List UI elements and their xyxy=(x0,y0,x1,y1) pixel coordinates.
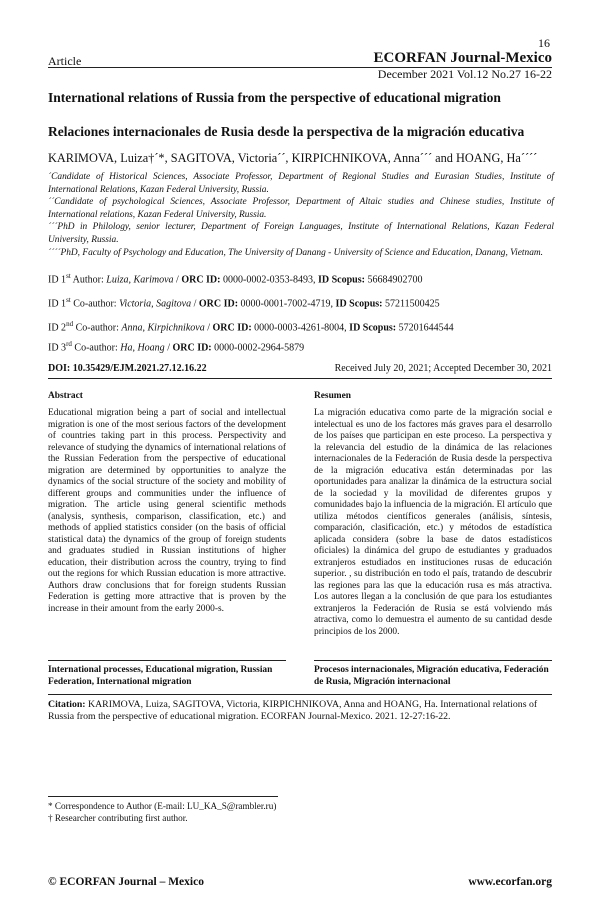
orc-label: ORC ID: xyxy=(198,298,239,310)
section-label: Article xyxy=(48,54,82,68)
id-ordinal: rd xyxy=(66,340,72,348)
orc-label: ORC ID: xyxy=(181,274,221,286)
author-list: KARIMOVA, Luiza†´*, SAGITOVA, Victoria´´, KIRPICHNIKOVA, Anna´´´ and HOANG, Ha´´´´ xyxy=(48,151,538,165)
id-name: Anna, Kirpichnikova xyxy=(121,322,205,334)
orc-id: 0000-0002-0353-8493, xyxy=(220,274,318,286)
scopus-id: 57211500425 xyxy=(382,298,440,310)
received-dates: Received July 20, 2021; Accepted December 30, 2021 xyxy=(334,363,552,374)
footer-copyright: © ECORFAN Journal – Mexico xyxy=(48,876,204,888)
affiliation-4: ´´´´PhD, Faculty of Psychology and Education, The University of Danang - University of Science and Education, Danang, Vietnam. xyxy=(48,247,544,258)
doi: DOI: 10.35429/EJM.2021.27.12.16.22 xyxy=(48,363,207,374)
id-prefix: ID 3 xyxy=(48,342,67,354)
id-role: Author: xyxy=(70,274,107,286)
citation-rule xyxy=(48,694,552,695)
id-role: Co-author: xyxy=(70,298,120,310)
id-name: Ha, Hoang xyxy=(120,342,165,354)
orc-id: 0000-0003-4261-8004, xyxy=(251,322,350,334)
id-ordinal: st xyxy=(66,296,71,304)
id-role: Co-author: xyxy=(71,342,121,354)
id-ordinal: nd xyxy=(66,320,74,328)
abstract-keywords: International processes, Educational migration, Russian Federation, International migration xyxy=(48,665,273,687)
id-line: ID 1st Co-author: Victoria, Sagitova / ORC ID: 0000-0001-7002-4719, ID Scopus: 57211500425 xyxy=(48,296,440,310)
resumen-keywords: Procesos internacionales, Migración educativa, Federación de Rusia, Migración internacional xyxy=(314,665,549,687)
id-prefix: ID 2 xyxy=(48,322,67,334)
title-spanish: Relaciones internacionales de Rusia desde la perspectiva de la migración educativa xyxy=(48,124,525,139)
id-line: ID 1st Author: Luiza, Karimova / ORC ID: 0000-0002-0353-8493, ID Scopus: 56684902700 xyxy=(48,272,423,286)
title-english: International relations of Russia from the perspective of educational migration xyxy=(48,90,501,105)
affiliation-1: ´Candidate of Historical Sciences, Associate Professor, Department of Regional Studies and Eurasian Studies, Institute of International Relations, Kazan Federal University, Russia. xyxy=(48,172,554,195)
footnotes xyxy=(48,800,448,824)
footnote-correspondence: * Correspondence to Author (E-mail: LU_KA_S@rambler.ru) xyxy=(48,801,277,811)
keywords-rule-right xyxy=(314,660,552,661)
issue-info: December 2021 Vol.12 No.27 16-22 xyxy=(377,67,552,81)
affiliation-2: ´´Candidate of psychological Sciences, Associate Professor, Department of Altaic studies and Chinese studies, Institute of International relations, Kazan Federal University, Russia. xyxy=(48,197,554,220)
orc-id: 0000-0002-2964-5879 xyxy=(211,342,305,354)
orc-label: ORC ID: xyxy=(212,322,252,334)
citation-text: KARIMOVA, Luiza, SAGITOVA, Victoria, KIRPICHNIKOVA, Anna and HOANG, Ha. International relations of Russia from the perspective of educational migration. ECORFAN Journal-Mexico. 2021. 12-27:16-22. xyxy=(48,699,538,722)
footnote-rule xyxy=(48,796,278,797)
resumen-heading: Resumen xyxy=(314,391,351,401)
footer-website[interactable]: www.ecorfan.org xyxy=(468,876,552,888)
resumen-text: La migración educativa como parte de la migración social e intelectual es uno de los factores más graves para el desarrollo de los países que participan en este proceso. La perspectiva y la relevancia del estudio de la dinámica de las relaciones internacionales de la Federación de Rusia desde la perspectiva de la migración educativa están determinadas por las oportunidades para analizar la dinámica de la estructura social de la sociedad y la movilidad de diferentes grupos y comunidades bajo la influencia de la migración. El artículo que utiliza métodos científicos generales (análisis, síntesis, comparación, clasificación, etc.) y métodos de estadística aplicada considera (sobre la base de datos estadísticos oficiales) la dinámica del grupo de estudiantes y graduados extranjeros estudiados en instituciones rusas de educación superior. , su distribución en todo el país, tratando de descubrir las regiones para las que la educación rusa es más atractiva. Los autores llegan a la conclusión de que para los estudiantes extranjeros la Federación de Rusia se está volviendo más atractiva, como lo demuestra el aumento de su cantidad desde principios de los 2000. xyxy=(314,408,552,637)
scopus-label: ID Scopus: xyxy=(335,298,383,310)
orc-label: ORC ID: xyxy=(172,342,212,354)
id-line: ID 2nd Co-author: Anna, Kirpichnikova / ORC ID: 0000-0003-4261-8004, ID Scopus: 57201644544 xyxy=(48,320,454,334)
doi-rule xyxy=(48,378,552,379)
scopus-id: 56684902700 xyxy=(364,274,423,286)
footnote-researcher: † Researcher contributing first author. xyxy=(48,813,188,823)
abstract-text: Educational migration being a part of social and intellectual migration is one of the most serious factors of the development of countries taking part in this process. Perspectivity and relevance of studying the dynamics of international relations of the Russian Federation from the perspective of educational migration are determined by opportunities to analyze the dynamics of the social structure of the society and mobility of different groups and communities under the influence of migration. The article using general scientific methods (analysis, synthesis, comparison, classification, etc.) and methods of applied statistics consider (on the basis of official statistical data) the dynamics of the group of foreign students and graduates studied in Russian institutions of higher education, their distribution across the country, trying to find out the regions for which Russian education is more attractive. Authors draw conclusions that for foreign students Russian Federation is getting more attractive that is proven by the increase in their amount from the early 2000-s. xyxy=(48,408,286,614)
id-role: Co-author: xyxy=(73,322,122,334)
id-name: Luiza, Karimova xyxy=(106,274,174,286)
affiliations xyxy=(48,171,554,259)
id-ordinal: st xyxy=(66,272,71,280)
citation-label: Citation: xyxy=(48,699,86,710)
scopus-id: 57201644544 xyxy=(396,322,454,334)
page-number: 16 xyxy=(538,36,550,50)
id-name: Victoria, Sagitova xyxy=(119,298,192,310)
citation xyxy=(48,699,554,723)
id-line: ID 3rd Co-author: Ha, Hoang / ORC ID: 0000-0002-2964-5879 xyxy=(48,340,305,354)
orc-id: 0000-0001-7002-4719, xyxy=(238,298,336,310)
id-prefix: ID 1 xyxy=(48,274,67,286)
affiliation-3: ´´´PhD in Philology, senior lecturer, Department of Foreign Languages, Institute of International Relations, Kazan Federal University, Russia. xyxy=(48,222,554,245)
journal-name: ECORFAN Journal-Mexico xyxy=(373,50,552,66)
abstract-heading: Abstract xyxy=(48,391,83,401)
scopus-label: ID Scopus: xyxy=(317,274,365,286)
id-prefix: ID 1 xyxy=(48,298,67,310)
keywords-rule-left xyxy=(48,660,286,661)
scopus-label: ID Scopus: xyxy=(349,322,397,334)
